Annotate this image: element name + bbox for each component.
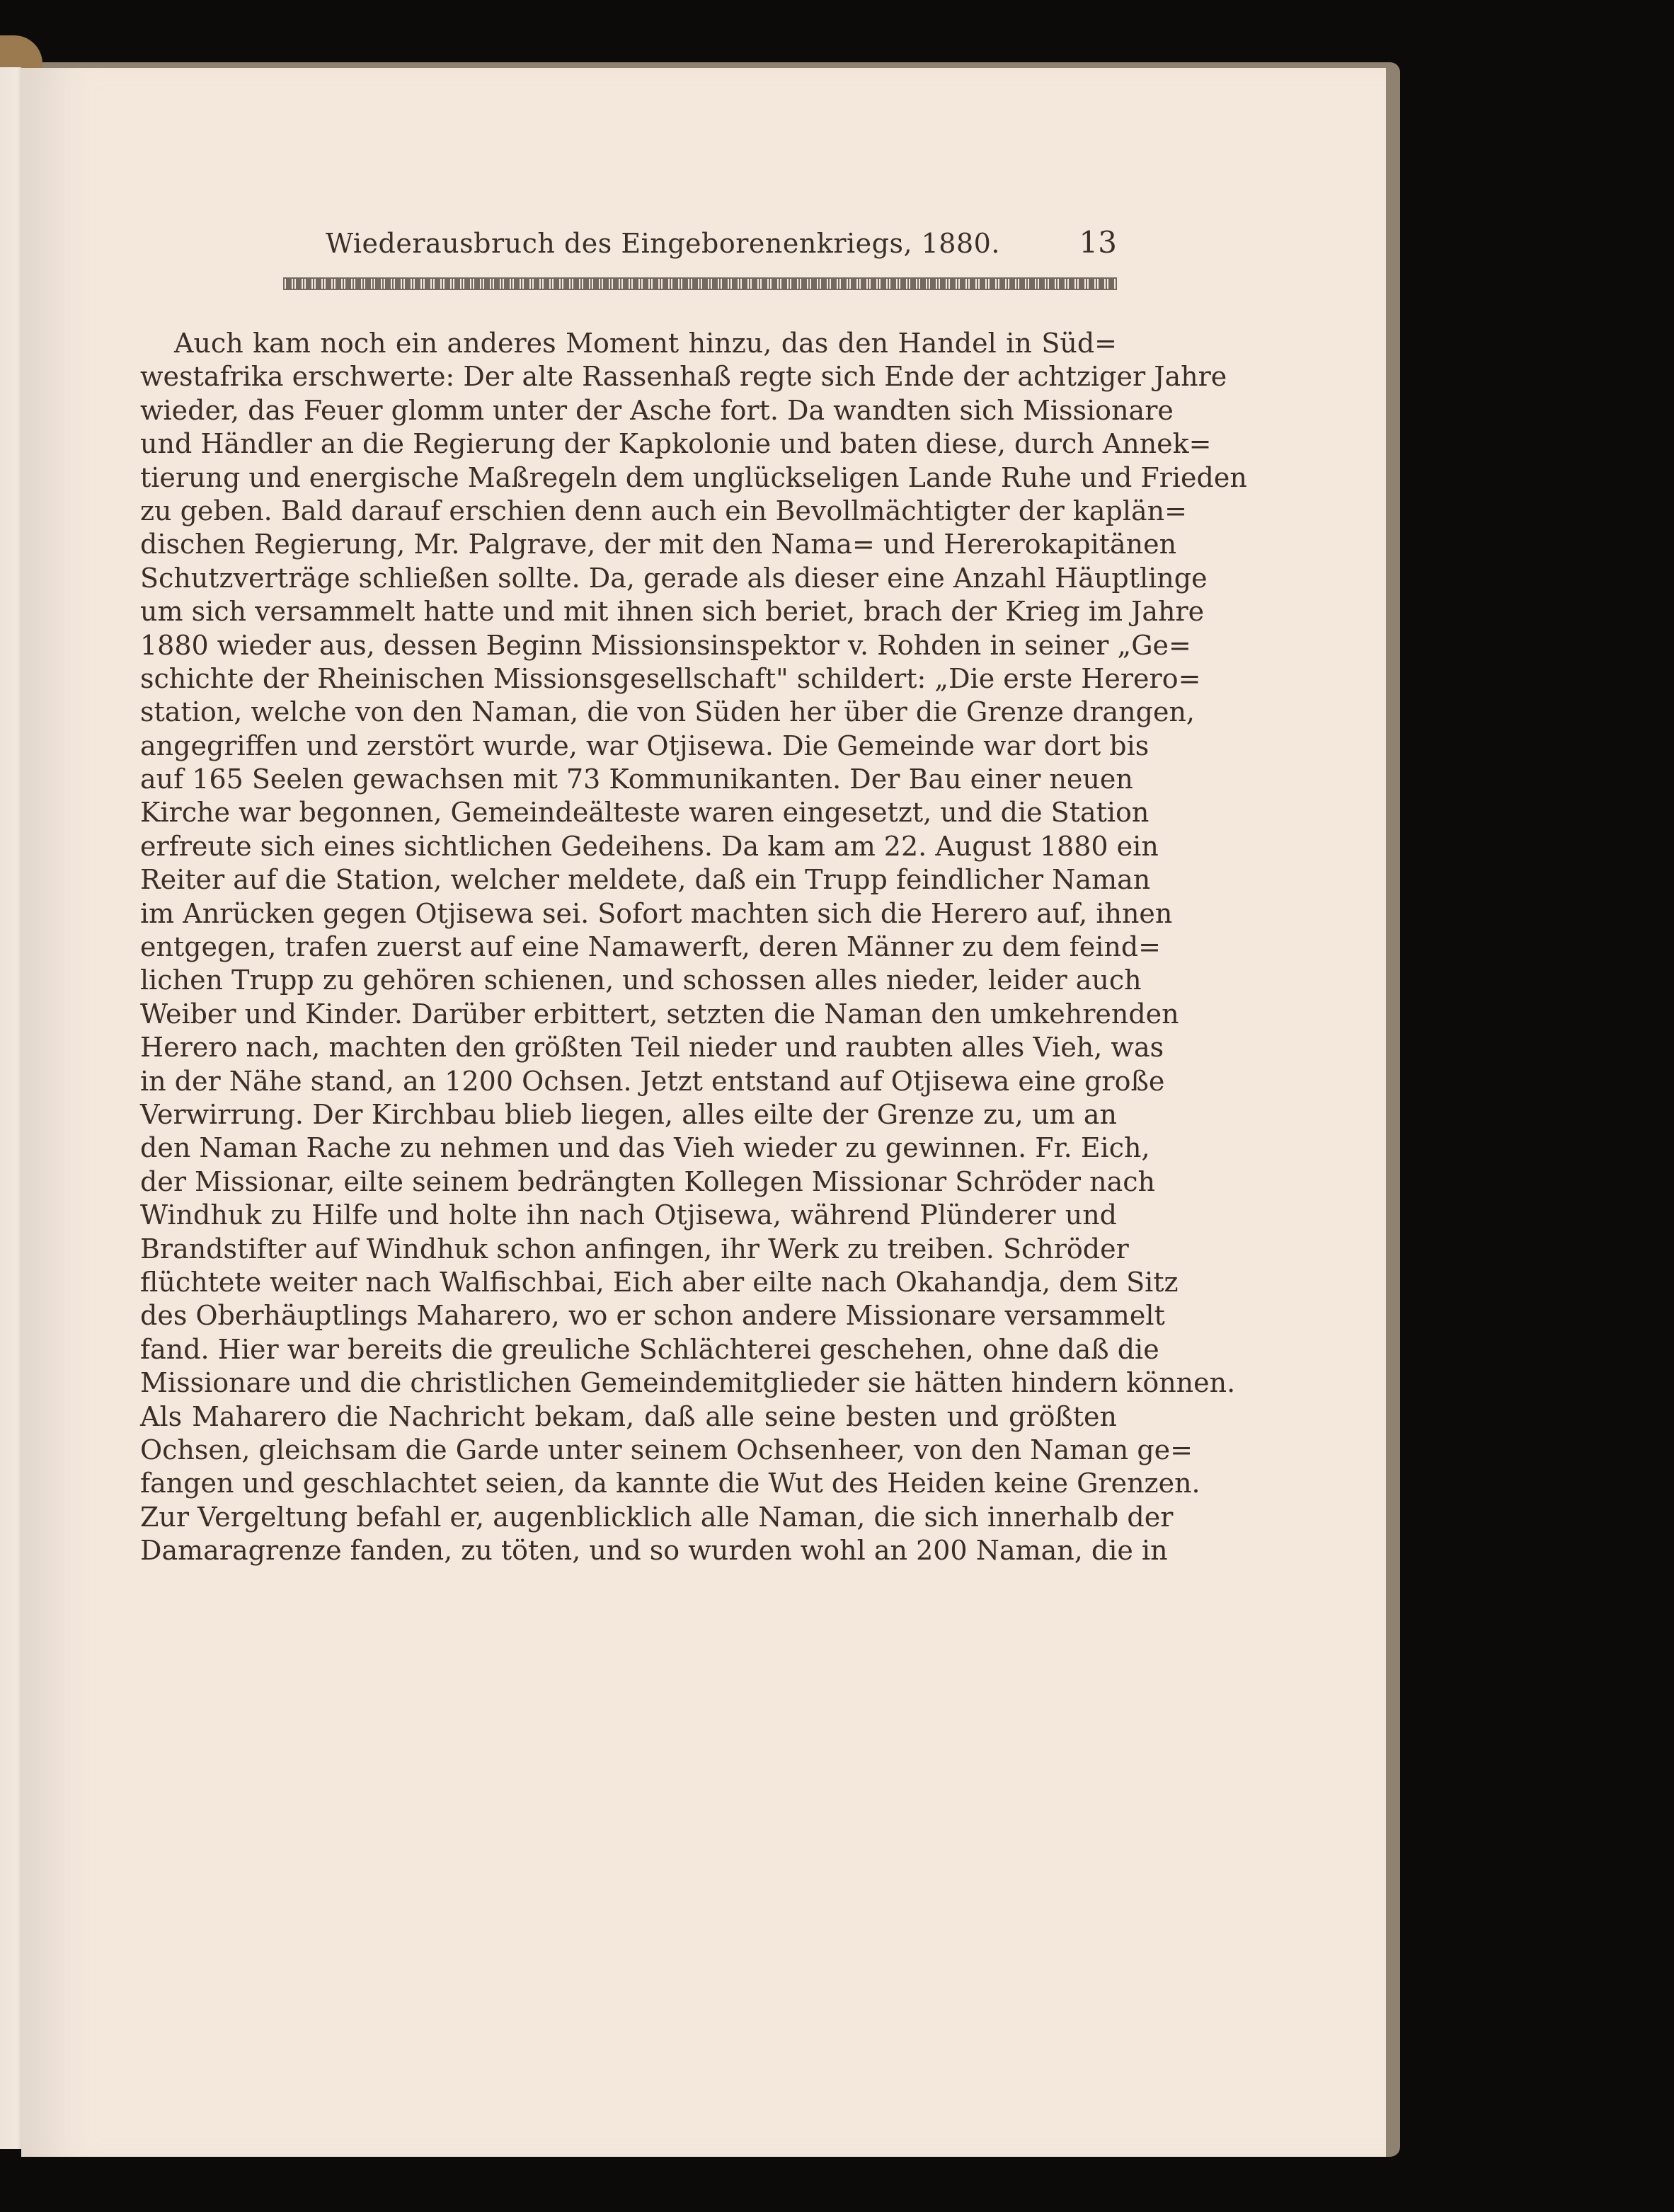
- text-line: fand. Hier war bereits die greuliche Schlächterei geschehen, ohne daß die: [140, 1333, 1159, 1365]
- text-line: westafrika erschwerte: Der alte Rassenhaß regte sich Ende der achtziger Jahre: [140, 361, 1227, 393]
- text-line: Missionare und die christlichen Gemeindemitglieder sie hätten hindern können.: [140, 1367, 1236, 1399]
- text-line: dischen Regierung, Mr. Palgrave, der mit den Nama= und Hererokapitänen: [140, 529, 1177, 560]
- text-line: Damaragrenze fanden, zu töten, und so wurden wohl an 200 Naman, die in: [140, 1535, 1168, 1567]
- text-line: station, welche von den Naman, die von Süden her über die Grenze drangen,: [140, 696, 1195, 728]
- text-line: in der Nähe stand, an 1200 Ochsen. Jetzt entstand auf Otjisewa eine große: [140, 1065, 1165, 1097]
- text-line: Windhuk zu Hilfe und holte ihn nach Otjisewa, während Plünderer und: [140, 1199, 1117, 1231]
- text-line: Schutzverträge schließen sollte. Da, gerade als dieser eine Anzahl Häuptlinge: [140, 562, 1208, 594]
- text-line: 1880 wieder aus, dessen Beginn Missionsinspektor v. Rohden in seiner „Ge=: [140, 629, 1191, 661]
- page-number: 13: [1079, 225, 1117, 260]
- page-header: [282, 225, 1117, 267]
- text-line: im Anrücken gegen Otjisewa sei. Sofort machten sich die Herero auf, ihnen: [140, 897, 1173, 929]
- text-line: des Oberhäuptlings Maharero, wo er schon andere Missionare versammelt: [140, 1300, 1165, 1332]
- text-line: Ochsen, gleichsam die Garde unter seinem Ochsenheer, von den Naman ge=: [140, 1434, 1193, 1465]
- text-line: Auch kam noch ein anderes Moment hinzu, das den Handel in Süd=: [174, 328, 1117, 359]
- running-head: Wiederausbruch des Eingeborenenkriegs, 1880.: [326, 228, 1000, 259]
- text-line: und Händler an die Regierung der Kapkolonie und baten diese, durch Annek=: [140, 428, 1212, 460]
- text-line: Kirche war begonnen, Gemeindeälteste waren eingesetzt, und die Station: [140, 797, 1150, 829]
- text-line: auf 165 Seelen gewachsen mit 73 Kommunikanten. Der Bau einer neuen: [140, 764, 1133, 795]
- book-spine-cloth: [0, 35, 42, 71]
- text-line: Reiter auf die Station, welcher meldete, daß ein Trupp feindlicher Naman: [140, 864, 1151, 896]
- text-line: zu geben. Bald darauf erschien denn auch ein Bevollmächtigter der kaplän=: [140, 495, 1187, 526]
- text-line: wieder, das Feuer glomm unter der Asche fort. Da wandten sich Missionare: [140, 394, 1174, 426]
- text-line: den Naman Rache zu nehmen und das Vieh wieder zu gewinnen. Fr. Eich,: [140, 1132, 1150, 1164]
- text-line: Zur Vergeltung befahl er, augenblicklich alle Naman, die sich innerhalb der: [140, 1501, 1174, 1533]
- text-line: Brandstifter auf Windhuk schon anfingen, ihr Werk zu treiben. Schröder: [140, 1233, 1129, 1265]
- text-line: um sich versammelt hatte und mit ihnen sich beriet, brach der Krieg im Jahre: [140, 596, 1205, 628]
- text-line: Weiber und Kinder. Darüber erbittert, setzten die Naman den umkehrenden: [140, 998, 1179, 1030]
- text-line: entgegen, trafen zuerst auf eine Namawerft, deren Männer zu dem feind=: [140, 931, 1162, 963]
- text-line: Als Maharero die Nachricht bekam, daß alle seine besten und größten: [140, 1400, 1117, 1432]
- text-line: Herero nach, machten den größten Teil nieder und raubten alles Vieh, was: [140, 1032, 1164, 1064]
- body-text: [140, 327, 1247, 1567]
- left-page-edge: [0, 67, 21, 2149]
- text-line: fangen und geschlachtet seien, da kannte die Wut des Heiden keine Grenzen.: [140, 1468, 1200, 1499]
- text-line: lichen Trupp zu gehören schienen, und schossen alles nieder, leider auch: [140, 964, 1142, 996]
- text-line: tierung und energische Maßregeln dem unglückseligen Lande Ruhe und Frieden: [140, 461, 1247, 493]
- text-line: Verwirrung. Der Kirchbau blieb liegen, alles eilte der Grenze zu, um an: [140, 1098, 1117, 1130]
- text-line: angegriffen und zerstört wurde, war Otjisewa. Die Gemeinde war dort bis: [140, 730, 1150, 761]
- text-line: der Missionar, eilte seinem bedrängten Kollegen Missionar Schröder nach: [140, 1165, 1155, 1197]
- text-line: flüchtete weiter nach Walfischbai, Eich aber eilte nach Okahandja, dem Sitz: [140, 1266, 1179, 1298]
- text-line: schichte der Rheinischen Missionsgesellschaft" schildert: „Die erste Herero=: [140, 662, 1201, 694]
- text-line: erfreute sich eines sichtlichen Gedeihens. Da kam am 22. August 1880 ein: [140, 830, 1159, 862]
- decorative-border-rule: [283, 277, 1117, 290]
